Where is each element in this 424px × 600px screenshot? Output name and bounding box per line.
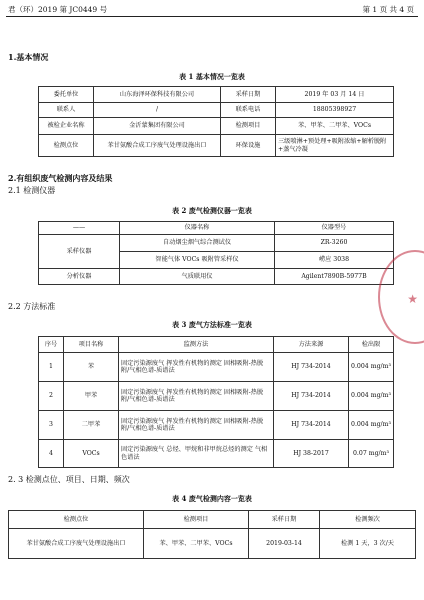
- table-cell: 苯、甲苯、二甲苯、VOCs: [276, 118, 394, 135]
- table-row: [39, 269, 394, 285]
- table-cell: 环保设施: [221, 135, 276, 157]
- section-instruments: 2.1 检测仪器: [8, 186, 56, 195]
- table-row: [39, 382, 394, 411]
- table-cell: HJ 734-2014: [274, 353, 349, 382]
- table-header: 检出限: [349, 337, 394, 353]
- table-cell: 0.004 mg/m³: [349, 382, 394, 411]
- table-cell: 采样日期: [221, 87, 276, 103]
- table-header: 仪器型号: [275, 222, 394, 235]
- header-rule: [6, 16, 418, 17]
- table-cell: 2019-03-14: [249, 529, 320, 559]
- table-row: [39, 87, 394, 103]
- table-cell: 18805398927: [276, 103, 394, 118]
- table-cell: 自动烟尘烟气综合测试仪: [120, 235, 275, 252]
- section-organized-exhaust: 2.有组织废气检测内容及结果: [8, 173, 113, 183]
- table-row: [39, 103, 394, 118]
- table-cell: 甲苯: [64, 382, 119, 411]
- table-cell: 2: [39, 382, 64, 411]
- table-cell: ZR-3260: [275, 235, 394, 252]
- table4-caption: 表 4 废气检测内容一览表: [172, 494, 252, 503]
- table-cell: 苯甘氨酸合成工序废气处理设施出口: [9, 529, 144, 559]
- table-cell: HJ 38-2017: [274, 440, 349, 468]
- table-cell: Agilent7890B-5977B: [275, 269, 394, 285]
- table-cell: 金沂蒙集团有限公司: [94, 118, 221, 135]
- table-cell: 固定污染源废气 挥发性有机物的测定 固相吸附-热脱附/气相色谱-质谱法: [119, 382, 274, 411]
- table2-caption: 表 2 废气检测仪器一览表: [172, 206, 252, 215]
- table-cell: 固定污染源废气 挥发性有机物的测定 固相吸附-热脱附/气相色谱-质谱法: [119, 411, 274, 440]
- table-header: 检测频次: [320, 511, 416, 529]
- table-header: 项目名称: [64, 337, 119, 353]
- table-cell: 采样仪器: [39, 235, 120, 269]
- table-cell: 苯: [64, 353, 119, 382]
- table-cell: 检测项目: [221, 118, 276, 135]
- table-header: 方法来源: [274, 337, 349, 353]
- section-method-standard: 2.2 方法标准: [8, 302, 56, 311]
- table-row: [39, 440, 394, 468]
- detection-content-table: [8, 510, 416, 559]
- table-row: [39, 118, 394, 135]
- table-row: [39, 353, 394, 382]
- table1-caption: 表 1 基本情况一览表: [179, 72, 245, 81]
- table-cell: 检测点位: [39, 135, 94, 157]
- table-header: 采样日期: [249, 511, 320, 529]
- table-row: [39, 135, 394, 157]
- table-cell: 山东海泽环保科技有限公司: [94, 87, 221, 103]
- page-info: 第 1 页 共 4 页: [362, 5, 414, 14]
- table-cell: 0.004 mg/m³: [349, 353, 394, 382]
- section-points-dates: 2. 3 检测点位、项目、日期、频次: [8, 475, 130, 484]
- seal-star-icon: ★: [407, 292, 418, 306]
- table-header: 监测方法: [119, 337, 274, 353]
- basic-info-table: [38, 86, 394, 157]
- table-cell: /: [94, 103, 221, 118]
- table-cell: 3: [39, 411, 64, 440]
- table-cell: 气质联用仪: [120, 269, 275, 285]
- table-cell: 被检企业名称: [39, 118, 94, 135]
- table-cell: 固定污染源废气 总烃、甲烷和非甲烷总烃的测定 气相色谱法: [119, 440, 274, 468]
- section-basic-info: 1.基本情况: [8, 52, 49, 62]
- table-cell: 苯甘氨酸合成工序废气处理设施出口: [94, 135, 221, 157]
- table-cell: 二甲苯: [64, 411, 119, 440]
- methods-table: [38, 336, 394, 468]
- document-number: 君（环）2019 第 JC0449 号: [8, 5, 108, 14]
- table-header: ——: [39, 222, 120, 235]
- table-cell: 分析仪器: [39, 269, 120, 285]
- table-cell: 2019 年 03 月 14 日: [276, 87, 394, 103]
- table-cell: 4: [39, 440, 64, 468]
- table-cell: HJ 734-2014: [274, 411, 349, 440]
- table-cell: VOCs: [64, 440, 119, 468]
- table-header: 仪器名称: [120, 222, 275, 235]
- table-row: [39, 222, 394, 235]
- table-cell: 0.004 mg/m³: [349, 411, 394, 440]
- instruments-table: [38, 221, 394, 285]
- table-row: [9, 529, 416, 559]
- table-cell: 1: [39, 353, 64, 382]
- table-header: 检测点位: [9, 511, 144, 529]
- table-cell: 苯、甲苯、二甲苯、VOCs: [144, 529, 249, 559]
- table-cell: 0.07 mg/m³: [349, 440, 394, 468]
- table-cell: 固定污染源废气 挥发性有机物的测定 固相吸附-热脱附/气相色谱-质谱法: [119, 353, 274, 382]
- table-cell: 崂应 3038: [275, 252, 394, 269]
- table-cell: 委托单位: [39, 87, 94, 103]
- table-cell: 联系电话: [221, 103, 276, 118]
- table-cell: 联系人: [39, 103, 94, 118]
- table-row: [39, 235, 394, 252]
- table-cell: HJ 734-2014: [274, 382, 349, 411]
- table-row: [39, 411, 394, 440]
- table-cell: 智能气体 VOCs 吸附管采样仪: [120, 252, 275, 269]
- table-header: 序号: [39, 337, 64, 353]
- table-row: [9, 511, 416, 529]
- table-row: [39, 337, 394, 353]
- table3-caption: 表 3 废气方法标准一览表: [172, 320, 252, 329]
- table-cell: 三级喷淋+预处理+吸附浓缩+解析脱附+蒸气冷凝: [276, 135, 394, 157]
- table-cell: 检测 1 天，3 次/天: [320, 529, 416, 559]
- table-header: 检测项目: [144, 511, 249, 529]
